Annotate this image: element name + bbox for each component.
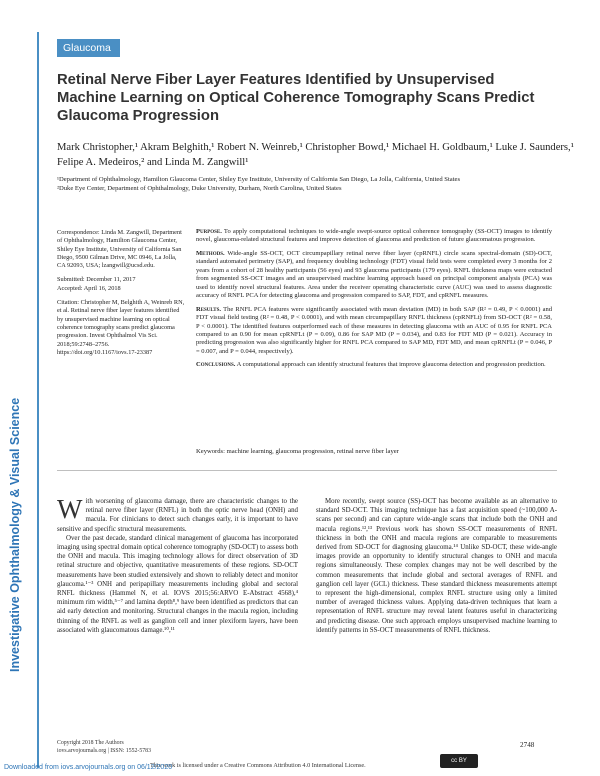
abstract <box>196 228 552 375</box>
citation: Citation: Christopher M, Belghith A, Weinreb RN, et al. Retinal nerve fiber layer features identified by unsupervised machine learning on optical coherence tomography scans predict glaucoma progression. Invest Ophthalmol Vis Sci. 2018;59:2748–2756. https://doi.org/10.1167/iovs.17-23387 <box>57 299 185 356</box>
methods-label: Methods. <box>196 249 225 257</box>
intro-paragraph-2: Over the past decade, standard clinical management of glaucoma has incorporated imaging using spectral domain optical coherence tomography (SD-OCT) to assess both the ONH and macula. This imaging technology allows for direct observation of 3D retinal structure and objective, quantitative measurements of these regions. SD-OCT measurements have been studied extensively and shown to reliably detect and monitor glaucoma.¹⁻³ ONH and peripapillary measurements including global and sectoral RNFL thickness (Hammel N, et al. IOVS 2015;56:ARVO E-Abstract 4568),⁴ minimum rim width,⁵⁻⁷ and lamina depth⁸,⁹ have been identified as predictors that can aid early detection and monitoring. Structural changes in the macula region, including thinning of the RNFL as well as ganglion cell and inner plexiform layers, have been associated with glaucomatous damage.¹⁰,¹¹ <box>57 534 298 634</box>
abstract-methods <box>196 250 552 301</box>
drop-cap: W <box>57 494 83 524</box>
affiliation-1: ¹Department of Ophthalmology, Hamilton Glaucoma Center, Shiley Eye Institute, University of California San Diego, La Jolla, California, United States <box>57 176 461 183</box>
article-info-sidebar <box>57 229 185 363</box>
conclusions-text: A computational approach can identify structural features that improve glaucoma detection and progression prediction. <box>236 361 546 369</box>
abstract-results <box>196 306 552 357</box>
conclusions-label: Conclusions. <box>196 361 236 369</box>
abstract-conclusions <box>196 361 552 369</box>
copyright-text: Copyright 2018 The Authors <box>57 740 124 746</box>
author-list: Mark Christopher,¹ Akram Belghith,¹ Robert N. Weinreb,¹ Christopher Bowd,¹ Michael H. Goldbaum,¹ Luke J. Saunders,¹ Felipe A. Medeiros,² and Linda M. Zangwill¹ <box>57 142 574 168</box>
accepted-date: Accepted: April 16, 2018 <box>57 284 121 292</box>
affiliations <box>57 176 577 193</box>
keywords: Keywords: machine learning, glaucoma progression, retinal nerve fiber layer <box>196 448 399 455</box>
section-divider <box>57 470 557 471</box>
purpose-text: To apply computational techniques to wide-angle swept-source optical coherence tomography (SS-OCT) images to identify novel, glaucoma-related structural features and improve detection of glaucoma and prediction of future glaucomatous progression. <box>196 228 552 244</box>
download-notice: Downloaded from iovs.arvojournals.org on 06/12/2020 <box>4 764 173 771</box>
results-label: Results. <box>196 305 222 313</box>
section-tag: Glaucoma <box>57 39 120 57</box>
license-text: This work is licensed under a Creative Commons Attribution 4.0 International License. <box>150 762 366 769</box>
article-title: Retinal Nerve Fiber Layer Features Identified by Unsupervised Machine Learning on Optical Coherence Tomography Scans Predict Glaucoma Progression <box>57 72 535 124</box>
cc-by-badge[interactable]: cc BY <box>440 754 478 768</box>
journal-name-vertical: Investigative Ophthalmology & Visual Science <box>8 397 22 672</box>
results-text: The RNFL PCA features were significantly associated with mean deviation (MD) in both SAP (R² = 0.49, P < 0.0001) and FDT visual field testing (R² = 0.48, P < 0.0001), and with mean circumpapillary RNFL thickness (cpRNFLt) from SD-OCT (R² = 0.58, P < 0.0001). The identified features outperformed each of these measures in detecting glaucoma with an AUC of 0.95 for RNFL PCA compared to an 0.90 for mean cpRNFLt (P = 0.09), 0.86 for SAP MD (P = 0.034), and 0.83 for FDT MD (P = 0.021). Accuracy in predicting progression was also significantly higher for RNFL PCA compared to SAP MD, FDT MD, and mean cpRNFLt (P = 0.046, P = 0.007, and P = 0.044, respectively). <box>196 305 552 355</box>
left-rule <box>37 32 39 768</box>
copyright-block <box>57 740 257 755</box>
methods-text: Wide-angle SS-OCT, OCT circumpapillary retinal nerve fiber layer (cpRNFL) circle scans spectral-domain (SD)-OCT, standard automated perimetry (SAP), and frequency doubling technology (FDT) visual field tests were completed every 3 months for 2 years from a cohort of 28 healthy participants (56 eyes) and 93 glaucoma participants (179 eyes). RNFL thickness maps were extracted from segmented SS-OCT images and an unsupervised machine learning approach based on principal component analysis (PCA) was used to identify novel structural features. Area under the receiver operating characteristic curve (AUC) was used to assess diagnostic accuracy of RNFL PCA for detecting glaucoma and progression compared to SAP, FDT, and cpRNFL measures. <box>196 249 552 300</box>
correspondence: Correspondence: Linda M. Zangwill, Department of Ophthalmology, Hamilton Glaucoma Center, Shiley Eye Institute, University of California San Diego, 9500 Gilman Drive, MC 0946, La Jolla, CA 92093, USA; lzangwill@ucsd.edu. <box>57 229 182 270</box>
journal-site: iovs.arvojournals.org | ISSN: 1552-5783 <box>57 747 151 754</box>
affiliation-2: ²Duke Eye Center, Department of Ophthalmology, Duke University, Durham, North Carolina, United States <box>57 184 342 192</box>
intro-text-1: ith worsening of glaucoma damage, there are characteristic changes to the retinal nerve fiber layer (RNFL) in both the optic nerve head (ONH) and macula. For clinicians to detect such changes early, it is important to have sensitive and specific structural measurements. <box>57 498 298 533</box>
body-column-1 <box>57 494 298 635</box>
body-column-2 <box>316 497 557 635</box>
submitted-date: Submitted: December 11, 2017 <box>57 276 136 284</box>
purpose-label: Purpose. <box>196 228 222 235</box>
abstract-purpose <box>196 228 552 245</box>
intro-paragraph-3: More recently, swept source (SS)-OCT has become available as an alternative to standard SD-OCT. This imaging technique has a fast acquisition speed (~100,000 A-scans per second) and can capture wide-angle scans that include both the ONH and macula regions.¹²,¹³ Previous work has shown SS-OCT measurements of RNFL thickness in both the ONH and macula regions are comparable to measurements derived from SD-OCT for diagnosing glaucoma.¹⁴ Unlike SD-OCT, these wide-angle images provide an opportunity to identify structural changes to ONH and macula regions simultaneously. These complex changes may not be well described by the common measurements that include global and sectoral averages of RNFL and ganglion cell layer (GCL) thickness. These standard thickness measurements attempt to represent the high-dimensional, complex RNFL structure using only a limited number of averaged thickness values. Applying data-driven techniques that learn a representation of RNFL structure may reveal latent features useful in characterizing and predicting disease. One such approach employs unsupervised machine learning to identify patterns in SS-OCT measurements of RNFL thickness. <box>316 498 557 634</box>
page-number: 2748 <box>520 741 535 749</box>
intro-paragraph-1 <box>57 494 298 534</box>
